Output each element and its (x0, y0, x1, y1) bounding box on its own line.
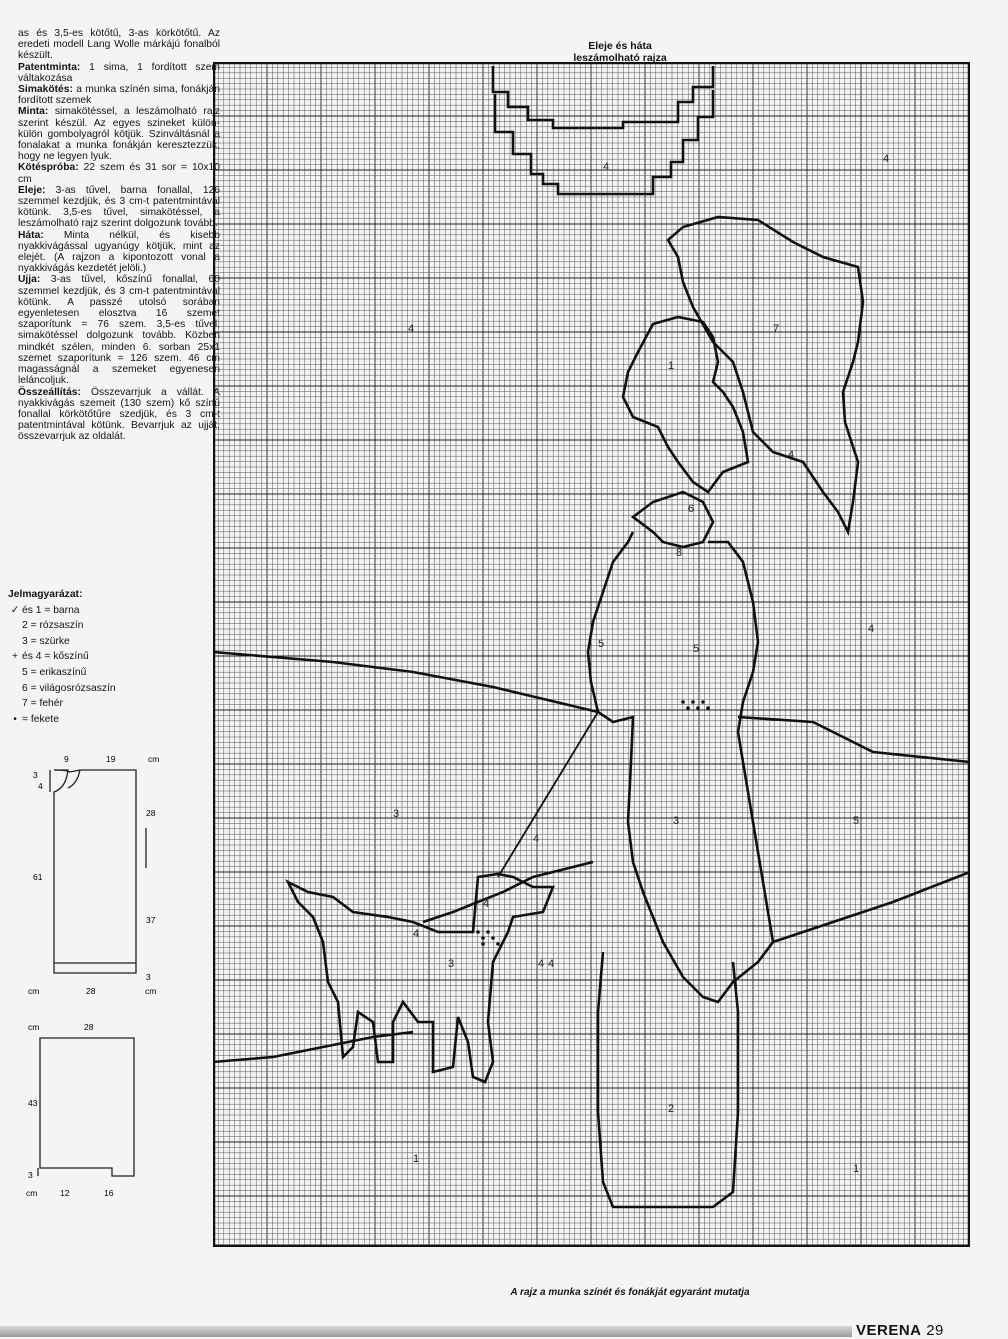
chart-dot (496, 942, 500, 946)
patent-text: 1 sima, 1 fordított szem váltakozása (18, 61, 220, 84)
chart-color-number: 4 (413, 928, 420, 940)
chart-color-number: 3 (448, 958, 455, 970)
body-outline (54, 770, 136, 973)
ujja-text: 3-as tűvel, kőszínű fonallal, 60 szemmel kezdjük, és 3 cm-t patentmintával kötünk. A passzé utolsó sorában egyenletesen elosztva 16 szemet szaporítunk = 76 szem. 3,5-es tűvel, simakötéssel dolgozunk tovább. Közben mindkét szélen, minden 6. sorban 25x1 szemet szaporítunk = 126 szem. 46 cm magasságnál a szemeket egyenesen leláncoljuk. (18, 274, 220, 387)
dim-28: 28 (146, 808, 156, 818)
dim-3-bottom: 3 (146, 972, 151, 982)
dim-16: 16 (104, 1188, 114, 1198)
chart-title-line2: leszámolható rajza (573, 52, 667, 64)
chart-dot (686, 706, 690, 710)
chart-dot (481, 936, 485, 940)
minta-text: simakötéssel, a leszámolható rajz szerint készül. Az egyes szineket külön-külön gombolyagról kötjük. Szinváltásnál a fonalakat a munka fonákján keresztezzük, hogy ne legyen lyuk. (18, 106, 220, 163)
legend-item (8, 712, 208, 728)
chart-dot (701, 700, 705, 704)
legend-item-text: 5 = erikaszínű (22, 666, 87, 678)
chart-dot (706, 706, 710, 710)
minta-label: Minta: (18, 106, 49, 118)
legend-item (8, 696, 208, 712)
neckline-inner (495, 90, 713, 194)
sima-label: Simakötés: (18, 84, 73, 96)
chart-color-number: 4 (533, 833, 540, 845)
chart-dot (486, 930, 490, 934)
legend-item-text: = fekete (22, 713, 59, 725)
chart-color-number: 4 (483, 898, 490, 910)
dim-9: 9 (64, 754, 69, 764)
dim-37: 37 (146, 915, 156, 925)
chart-color-number: 7 (773, 323, 780, 335)
dim-12: 12 (60, 1188, 70, 1198)
dim-cm-sl-bottom: cm (26, 1188, 38, 1198)
dim-3-sl: 3 (28, 1170, 33, 1180)
instructions-text (18, 28, 220, 443)
chart-caption: A rajz a munka színét és fonákját egyaránt mutatja (510, 1287, 750, 1298)
probe-text: 22 szem és 31 sor = 10x10 cm (18, 162, 220, 185)
dim-28-sl: 28 (84, 1022, 94, 1032)
legend-title: Jelmagyarázat: (8, 589, 83, 600)
chart-color-number: 3 (673, 815, 680, 827)
legend-item-text: 7 = fehér (22, 698, 63, 710)
chart-color-number: 1 (413, 1153, 420, 1165)
chart-color-number: 6 (688, 503, 695, 515)
ujja-label: Ujja: (18, 274, 41, 286)
sleeve-outline (40, 1038, 134, 1176)
dim-28-bottom: 28 (86, 986, 96, 996)
dog (288, 874, 553, 1082)
chart-color-number: 8 (676, 547, 683, 559)
legend-item-text: 2 = rózsaszín (22, 620, 84, 632)
dim-4: 4 (38, 781, 43, 791)
chart-color-number: 5 (693, 643, 700, 655)
legend (8, 587, 208, 727)
chart-color-number: 1 (853, 1163, 860, 1175)
legend-item (8, 681, 208, 697)
dim-cm-top: cm (148, 754, 160, 764)
legend-item-text: 6 = világosrózsaszín (22, 682, 116, 694)
chart-dot (696, 706, 700, 710)
hata-text: Minta nélkül, és kisebb nyakkivágással ugyanúgy kötjük, mint az elejét. (A rajzon a kipontozott vonal a nyakkivágás kezdetét jelöli.) (18, 229, 220, 275)
chart-color-number: 1 (668, 360, 675, 372)
legend-item (8, 618, 208, 634)
chart-dot (491, 936, 495, 940)
check-icon: ✓ (10, 604, 20, 616)
legend-item (8, 603, 208, 619)
head (623, 317, 748, 492)
dot-icon: • (13, 713, 17, 725)
sima-text: a munka színén sima, fonákján fordított szemek (18, 84, 220, 107)
dim-cm-br: cm (145, 986, 157, 996)
chart-dot (691, 700, 695, 704)
body-schematic (28, 748, 173, 998)
probe-label: Kötéspróba: (18, 162, 79, 174)
plus-icon: + (11, 651, 18, 663)
page-footer (856, 1322, 944, 1339)
dim-61: 61 (33, 872, 43, 882)
chart-color-number: 5 (853, 815, 860, 827)
chart-dot (681, 700, 685, 704)
legend-item (8, 649, 208, 665)
chart-color-number: 4 (603, 161, 610, 173)
chart-color-number: 4 (408, 323, 415, 335)
ground-left (423, 862, 593, 922)
ossze-label: Összeállítás: (18, 386, 81, 398)
dim-cm-bl: cm (28, 986, 40, 996)
page-edge (0, 1326, 852, 1337)
legend-item (8, 665, 208, 681)
dim-3: 3 (33, 770, 38, 780)
dim-19: 19 (106, 754, 116, 764)
legend-item-text: és 1 = barna (22, 604, 80, 616)
chart-dot (476, 930, 480, 934)
chart-color-number: 4 (788, 449, 795, 461)
chart-color-number: 3 (393, 808, 400, 820)
chart-color-number: 4 (548, 958, 555, 970)
hata-label: Háta: (18, 229, 44, 241)
horizon-left (213, 652, 598, 712)
chart-color-number: 4 (538, 958, 545, 970)
legend-item (8, 634, 208, 650)
dim-cm-sl-top: cm (28, 1022, 40, 1032)
ground-bottom (213, 1032, 413, 1062)
legend-item-text: 3 = szürke (22, 635, 70, 647)
page-number: 29 (926, 1322, 944, 1339)
eleje-text: 3-as tűvel, barna fonallal, 126 szemmel kezdjük, és 3 cm-t patentmintával kötünk. 3,5-es tűvel, simakötéssel, a leszámolható rajz szerint dolgozunk tovább. (18, 184, 220, 230)
chart-color-number: 4 (868, 623, 875, 635)
chart-grid (213, 62, 970, 1247)
knitting-chart (213, 62, 970, 1247)
chart-color-number: 4 (883, 153, 890, 165)
dim-43: 43 (28, 1098, 38, 1108)
eleje-label: Eleje: (18, 184, 46, 196)
chart-dot (481, 942, 485, 946)
chart-title (540, 40, 700, 64)
ossze-text: Összevarrjuk a vállát. A nyakkivágás szemeit (130 szem) kő színű fonallal körkötőtűre szedjük, és 3 cm-t patentmintával kötünk. Bevarrjuk az ujját, összevarrjuk az oldalát. (18, 386, 220, 443)
sleeve-schematic (24, 1018, 144, 1203)
patent-label: Patentminta: (18, 61, 81, 73)
chart-color-number: 2 (668, 1103, 675, 1115)
horizon-right (738, 717, 970, 762)
legend-item-text: és 4 = kőszínű (22, 651, 89, 663)
chart-title-line1: Eleje és háta (588, 40, 652, 52)
chart-color-number: 5 (598, 638, 605, 650)
instr-intro: as és 3,5-es kötőtű, 3-as körkötőtű. Az eredeti modell Lang Wolle márkájú fonalból készült. (18, 28, 220, 62)
magazine-name: VERENA (856, 1322, 922, 1339)
